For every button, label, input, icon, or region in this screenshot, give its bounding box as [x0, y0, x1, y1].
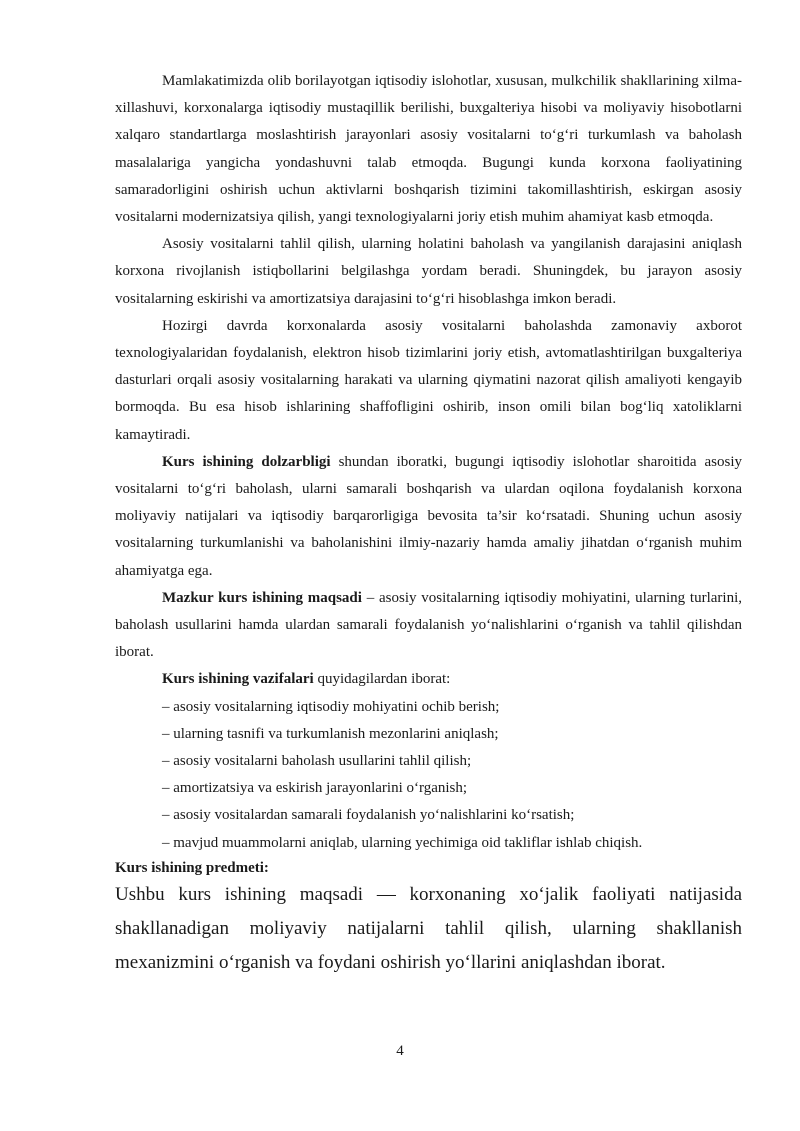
- page-number: 4: [396, 1043, 404, 1059]
- relevance-label: Kurs ishining dolzarbligi: [162, 453, 331, 470]
- goal-text: – asosiy vositalarning iqtisodiy mohiyatini, ularning turlarini, baholash usullarini hamda ulardan samarali foydalanish yo‘nalishlarini o‘rganish va tahlil qilishdan iborat.: [115, 589, 742, 661]
- task-item: – asosiy vositalarning iqtisodiy mohiyatini ochib berish;: [162, 698, 500, 715]
- task-item: – ularning tasnifi va turkumlanish mezonlarini aniqlash;: [162, 725, 499, 742]
- task-item: – amortizatsiya va eskirish jarayonlarini o‘rganish;: [162, 780, 468, 797]
- technology-paragraph: Hozirgi davrda korxonalarda asosiy vositalarni baholashda zamonaviy axborot texnologiyalaridan foydalanish, elektron hisob tizimlarini joriy etish, avtomatlashtirilgan buxgalteriya dasturlari orqali asosiy vositalarning harakati va ularning qiymatini nazorat qilish amaliyoti kengayib bormoqda. Bu esa hisob ishlarining shaffofligini oshirib, inson omili bilan bog‘liq xatoliklarni kamaytiradi.: [115, 317, 742, 443]
- task-item: – asosiy vositalardan samarali foydalanish yo‘nalishlarini ko‘rsatish;: [162, 807, 575, 824]
- task-item: – asosiy vositalarni baholash usullarini tahlil qilish;: [162, 753, 472, 770]
- tasks-text: quyidagilardan iborat:: [313, 671, 451, 688]
- subject-text: Ushbu kurs ishining maqsadi — korxonaning xo‘jalik faoliyati natijasida shakllanadigan moliyaviy natijalarni tahlil qilish, ularning shakllanish mexanizmini o‘rganish va foydani oshirish yo‘llarini aniqlashdan iborat.: [115, 883, 742, 973]
- task-item: – mavjud muammolarni aniqlab, ularning yechimiga oid takliflar ishlab chiqish.: [162, 834, 643, 851]
- relevance-text: shundan iboratki, bugungi iqtisodiy islohotlar sharoitida asosiy vositalarni to‘g‘ri baholash, ularni samarali boshqarish va ulardan oqilona foydalanish korxona moliyaviy natijalari va iqtisodiy barqarorligiga bevosita ta’sir ko‘rsatadi. Shuning uchun asosiy vositalarning turkumlanishi va baholanishini ilmiy-nazariy hamda amaliy jihatdan o‘rganish muhim ahamiyatga ega.: [115, 453, 742, 579]
- intro-paragraph: Mamlakatimizda olib borilayotgan iqtisodiy islohotlar, xususan, mulkchilik shakllarining xilma-xillashuvi, korxonalarga iqtisodiy mustaqillik berilishi, buxgalteriya hisobi va moliyaviy hisobotlarni xalqaro standartlarga moslashtirish jarayonlari asosiy vositalarni to‘g‘ri turkumlash va baholash masalalariga yangicha yondashuvni talab etmoqda. Bugungi kunda korxona faoliyatining samaradorligini oshirish uchun aktivlarni boshqarish tizimini takomillashtirish, eskirgan asosiy vositalarni modernizatsiya qilish, yangi texnologiyalarni joriy etish muhim ahamiyat kasb etmoqda.: [115, 73, 742, 226]
- document-body: [115, 68, 742, 980]
- analysis-paragraph: Asosiy vositalarni tahlil qilish, ularning holatini baholash va yangilanish darajasini aniqlash korxona rivojlanish istiqbollarini belgilashga yordam beradi. Shuningdek, bu jarayon asosiy vositalarning eskirishi va amortizatsiya darajasini to‘g‘ri hisoblashga imkon beradi.: [115, 236, 742, 307]
- tasks-label: Kurs ishining vazifalari: [162, 671, 314, 688]
- goal-label: Mazkur kurs ishining maqsadi: [162, 589, 362, 606]
- relevance-paragraph: [115, 449, 742, 585]
- tasks-intro: [115, 666, 742, 693]
- goal-paragraph: [115, 585, 742, 667]
- subject-heading: Kurs ishining predmeti:: [115, 859, 269, 876]
